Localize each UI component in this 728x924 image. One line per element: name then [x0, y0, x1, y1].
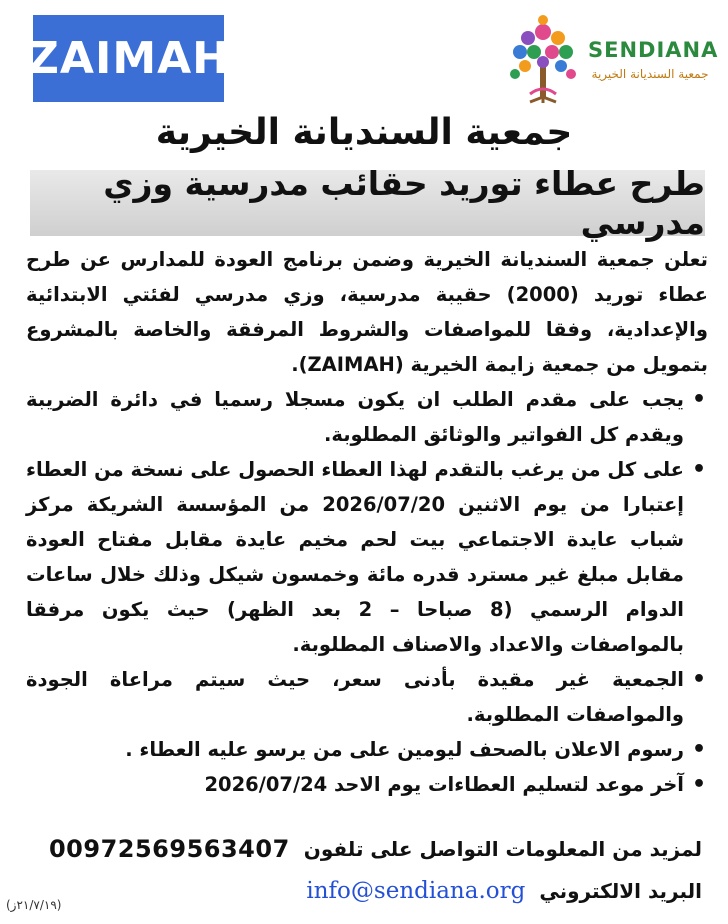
condition-item: • يجب على مقدم الطلب ان يكون مسجلا رسميا في دائرة الضريبة ويقدم كل الفواتير والوثائق المطلوبة.	[26, 382, 684, 452]
condition-item: • الجمعية غير مقيدة بأدنى سعر، حيث سيتم مراعاة الجودة والمواصفات المطلوبة.	[26, 662, 684, 732]
sendiana-arabic-name: جمعية السنديانة الخيرية	[591, 67, 709, 81]
reference-code: (٢١/٧/١٩ز)	[6, 898, 62, 912]
email-row	[26, 870, 702, 912]
phone-label: لمزيد من المعلومات التواصل على تلفون	[303, 837, 702, 861]
sendiana-logo	[500, 12, 720, 104]
conditions-list	[26, 382, 708, 802]
email-label: البريد الالكتروني	[539, 879, 702, 903]
zaimah-logo-text: ZAIMAH	[27, 33, 230, 84]
email-address: info@sendiana.org	[306, 878, 526, 904]
announcement-body	[26, 242, 708, 802]
zaimah-logo	[27, 15, 230, 102]
tree-icon	[500, 12, 586, 104]
organization-title: جمعية السنديانة الخيرية	[155, 112, 573, 153]
tender-title: طرح عطاء توريد حقائب مدرسية وزي مدرسي	[103, 164, 705, 242]
condition-item: • رسوم الاعلان بالصحف ليومين على من يرسو عليه العطاء .	[26, 732, 684, 767]
tender-title-banner	[30, 164, 705, 242]
phone-row	[26, 828, 702, 870]
condition-item: • على كل من يرغب بالتقدم لهذا العطاء الحصول على نسخة من العطاء إعتبارا من يوم الاثنين 2026/07/20 من المؤسسة الشريكة مركز شباب عايدة الاجتماعي بيت لحم مخيم عايدة مقابل مفتاح العودة مقابل مبلغ غير مسترد قدره مائة وخمسون شيكل وذلك خلال ساعات الدوام الرسمي (8 صباحا – 2 بعد الظهر) حيث يكون مرفقا بالمواصفات والاعداد والاصناف المطلوبة.	[26, 452, 684, 662]
intro-paragraph: تعلن جمعية السنديانة الخيرية وضمن برنامج العودة للمدارس عن طرح عطاء توريد (2000) حقيبة مدرسية، وزي مدرسي لفئتي الابتدائية والإعدادية، وفقا للمواصفات والشروط المرفقة والخاصة بالمشروع بتمويل من جمعية زايمة الخيرية (ZAIMAH).	[26, 248, 708, 376]
condition-item: • آخر موعد لتسليم العطاءات يوم الاحد 2026/07/24	[26, 767, 684, 802]
contact-section	[26, 828, 702, 912]
sendiana-name: SENDIANA	[588, 38, 719, 62]
phone-number: 00972569563407	[48, 835, 290, 863]
